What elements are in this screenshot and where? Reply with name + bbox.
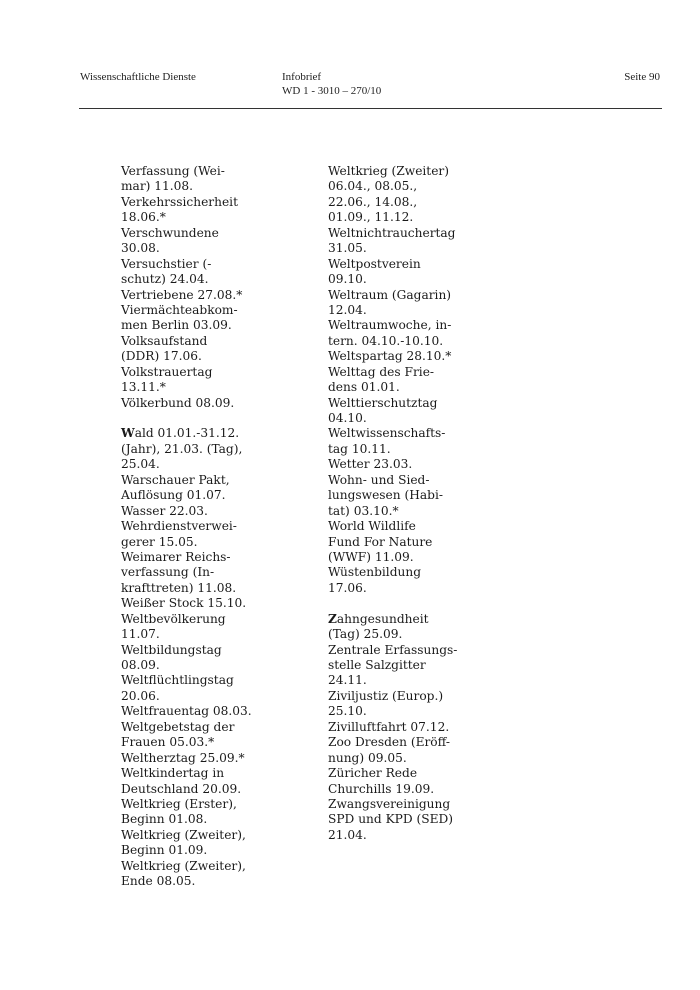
index-entry: Weltbildungstag [121,642,222,657]
index-entry: Weltfrauentag 08.03. [121,704,252,719]
index-entry-z-first [328,612,478,627]
index-entry: men Berlin 03.09. [121,318,232,333]
index-entry: SPD und KPD (SED) [328,812,454,827]
index-block-v [121,164,271,411]
index-entry: lungswesen (Habi- [328,488,443,503]
index-entry-text: ahngesundheit [336,611,429,626]
index-entry: Verkehrssicherheit [121,194,238,209]
index-entry: 25.10. [328,704,367,719]
index-entry: Zentrale Erfassungs- [328,642,458,657]
index-entry: (Tag) 25.09. [328,627,403,642]
index-entry: Wasser 22.03. [121,503,208,518]
index-entry: 06.04., 08.05., [328,179,418,194]
index-block-w [121,442,271,890]
index-entry-text: ald 01.01.-31.12. [134,426,240,441]
index-entry: Verfassung (Wei- [121,164,225,178]
index-entry: World Wildlife [328,519,416,534]
header-document-info [282,70,381,98]
index-entry: Weißer Stock 15.10. [121,596,247,611]
index-entry: (WWF) 11.09. [328,549,414,564]
index-entry: 08.09. [121,658,160,672]
index-column-left [121,164,271,890]
header-page-number: Seite 90 [624,71,660,83]
index-entry: verfassung (In- [121,565,215,580]
index-entry: Weltspartag 28.10.* [328,349,452,364]
index-entry: Warschauer Pakt, [121,472,230,487]
index-entry: 22.06., 14.08., [328,194,418,209]
section-gap [328,596,478,611]
index-entry: Weltkrieg (Zweiter), [121,827,246,842]
index-entry: Zoo Dresden (Eröff- [328,735,450,750]
index-entry: Weltkrieg (Erster), [121,796,237,811]
index-entry: 24.11. [328,673,367,688]
index-entry: Beginn 01.08. [121,812,208,827]
index-block-z [328,627,478,843]
index-entry: Ende 08.05. [121,874,196,889]
index-entry: Weltbevölkerung [121,611,226,626]
index-entry-w-first [121,426,271,441]
index-entry: stelle Salzgitter [328,658,426,672]
index-entry: Weltwissenschafts- [328,426,446,441]
index-entry: Weltkindertag in [121,766,225,781]
index-entry: tag 10.11. [328,441,391,456]
index-entry: Volksaufstand [121,333,208,348]
index-entry: Fund For Nature [328,534,433,549]
index-entry: Deutschland 20.09. [121,781,242,796]
index-entry: Weltpostverein [328,256,421,271]
index-entry: mar) 11.08. [121,179,194,194]
header-divider [79,108,662,109]
index-entry: Churchills 19.09. [328,781,435,796]
index-entry: Frauen 05.03.* [121,735,215,750]
index-entry: 12.04. [328,302,367,317]
index-entry: Weltraum (Gagarin) [328,287,452,302]
index-entry: 20.06. [121,688,160,703]
index-entry: schutz) 24.04. [121,272,209,287]
index-entry: Wetter 23.03. [328,457,413,472]
index-entry: gerer 15.05. [121,534,198,549]
index-entry: (Jahr), 21.03. (Tag), [121,441,243,456]
index-block-w-continued [328,164,478,596]
index-entry: nung) 09.05. [328,750,407,765]
index-entry: Auflösung 01.07. [121,488,226,503]
index-entry: Versuchstier (- [121,256,212,271]
index-entry: 01.09., 11.12. [328,210,414,225]
index-entry: Ziviljustiz (Europ.) [328,688,444,703]
index-entry: Verschwundene [121,225,219,240]
section-gap [121,411,271,426]
header-doc-type: Infobrief [282,71,322,83]
index-entry: 30.08. [121,241,160,256]
index-entry: Weltkrieg (Zweiter), [121,858,246,873]
header-institution: Wissenschaftliche Dienste [80,71,196,83]
index-entry: Wehrdienstverwei- [121,519,237,534]
index-entry: Wüstenbildung [328,565,421,580]
index-entry: tat) 03.10.* [328,503,399,518]
index-entry: dens 01.01. [328,380,400,395]
index-entry: Zivilluftfahrt 07.12. [328,719,450,734]
index-entry: 18.06.* [121,210,166,225]
index-entry: Weltkrieg (Zweiter) [328,164,449,178]
index-entry: Welttierschutztag [328,395,438,410]
index-entry: Weltgebetstag der [121,719,235,734]
index-entry: Zwangsvereinigung [328,796,451,811]
index-entry: 09.10. [328,272,367,287]
index-entry: 11.07. [121,627,160,642]
index-entry: krafttreten) 11.08. [121,580,237,595]
index-entry: Weltflüchtlingstag [121,673,234,688]
index-entry: 13.11.* [121,380,166,395]
index-entry: Volkstrauertag [121,364,213,379]
index-entry: 21.04. [328,827,367,842]
index-entry: Wohn- und Sied- [328,472,430,487]
index-entry: Völkerbund 08.09. [121,395,235,410]
index-entry: 25.04. [121,457,160,472]
index-entry: Weimarer Reichs- [121,549,231,564]
index-entry: Weltnichtrauchertag [328,225,456,240]
index-entry: Vertriebene 27.08.* [121,287,243,302]
index-entry: 31.05. [328,241,367,256]
index-entry: Beginn 01.09. [121,843,208,858]
index-entry: Weltraumwoche, in- [328,318,452,333]
header-doc-ref: WD 1 - 3010 – 270/10 [282,85,382,97]
index-entry: Weltherztag 25.09.* [121,750,245,765]
index-entry: 17.06. [328,580,367,595]
index-entry: Welttag des Frie- [328,364,435,379]
index-column-right [328,164,478,843]
index-entry: Viermächteabkom- [121,302,238,317]
index-entry: Züricher Rede [328,766,418,781]
section-initial-w: W [121,426,135,441]
index-entry: (DDR) 17.06. [121,349,202,364]
index-entry: tern. 04.10.-10.10. [328,333,444,348]
section-initial-z: Z [328,611,337,626]
index-entry: 04.10. [328,411,367,425]
